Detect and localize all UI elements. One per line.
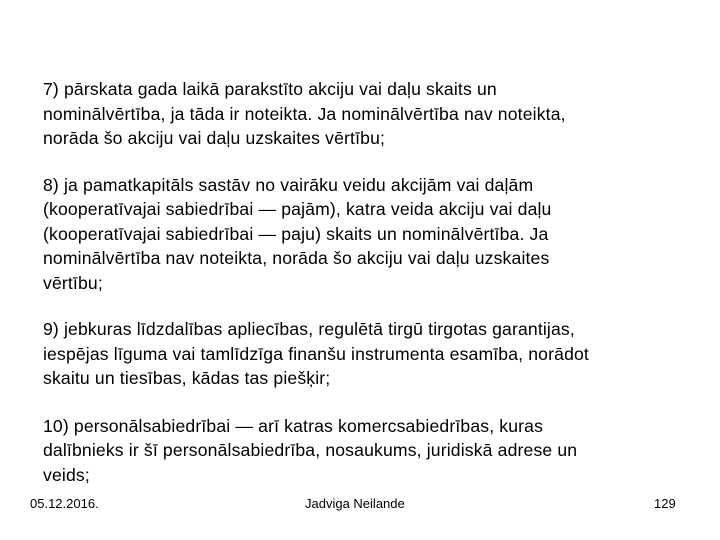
text-line: skaitu un tiesības, kādas tas piešķir; — [43, 368, 331, 388]
text-line: nominālvērtība nav noteikta, norāda šo akciju vai daļu uzskaites — [43, 248, 550, 268]
list-item-9 — [43, 317, 683, 391]
text-line: 8) ja pamatkapitāls sastāv no vairāku veidu akcijām vai daļām — [43, 174, 534, 195]
slide-body-text — [43, 77, 683, 487]
text-line: dalībnieks ir šī personālsabiedrība, nosaukums, juridiskā adrese un — [43, 440, 578, 460]
text-line: nominālvērtība, ja tāda ir noteikta. Ja nominālvērtība nav noteikta, — [43, 103, 566, 124]
footer-date: 05.12.2016. — [30, 496, 99, 511]
footer-author: Jadviga Neilande — [305, 496, 405, 511]
list-item-10 — [43, 414, 683, 488]
text-line: (kooperatīvajai sabiedrībai — pajām), katra veida akciju vai daļu — [43, 199, 552, 219]
text-line: 7) pārskata gada laikā parakstīto akciju vai daļu skaits un — [43, 79, 497, 99]
text-line: norāda šo akciju vai daļu uzskaites vērtību; — [43, 128, 386, 148]
text-line: 9) jebkuras līdzdalības apliecības, regulētā tirgū tirgotas garantijas, — [43, 319, 575, 339]
page-number: 129 — [654, 496, 676, 511]
text-line: vērtību; — [43, 272, 103, 293]
list-item-7 — [43, 77, 683, 151]
text-line: iespējas līguma vai tamlīdzīga finanšu instrumenta esamība, norādot — [43, 343, 589, 364]
text-line: 10) personālsabiedrībai — arī katras komercsabiedrības, kuras — [43, 415, 544, 436]
list-item-8 — [43, 173, 683, 296]
text-line: (kooperatīvajai sabiedrībai — paju) skaits un nominālvērtība. Ja — [43, 223, 549, 244]
text-line: veids; — [43, 464, 90, 485]
